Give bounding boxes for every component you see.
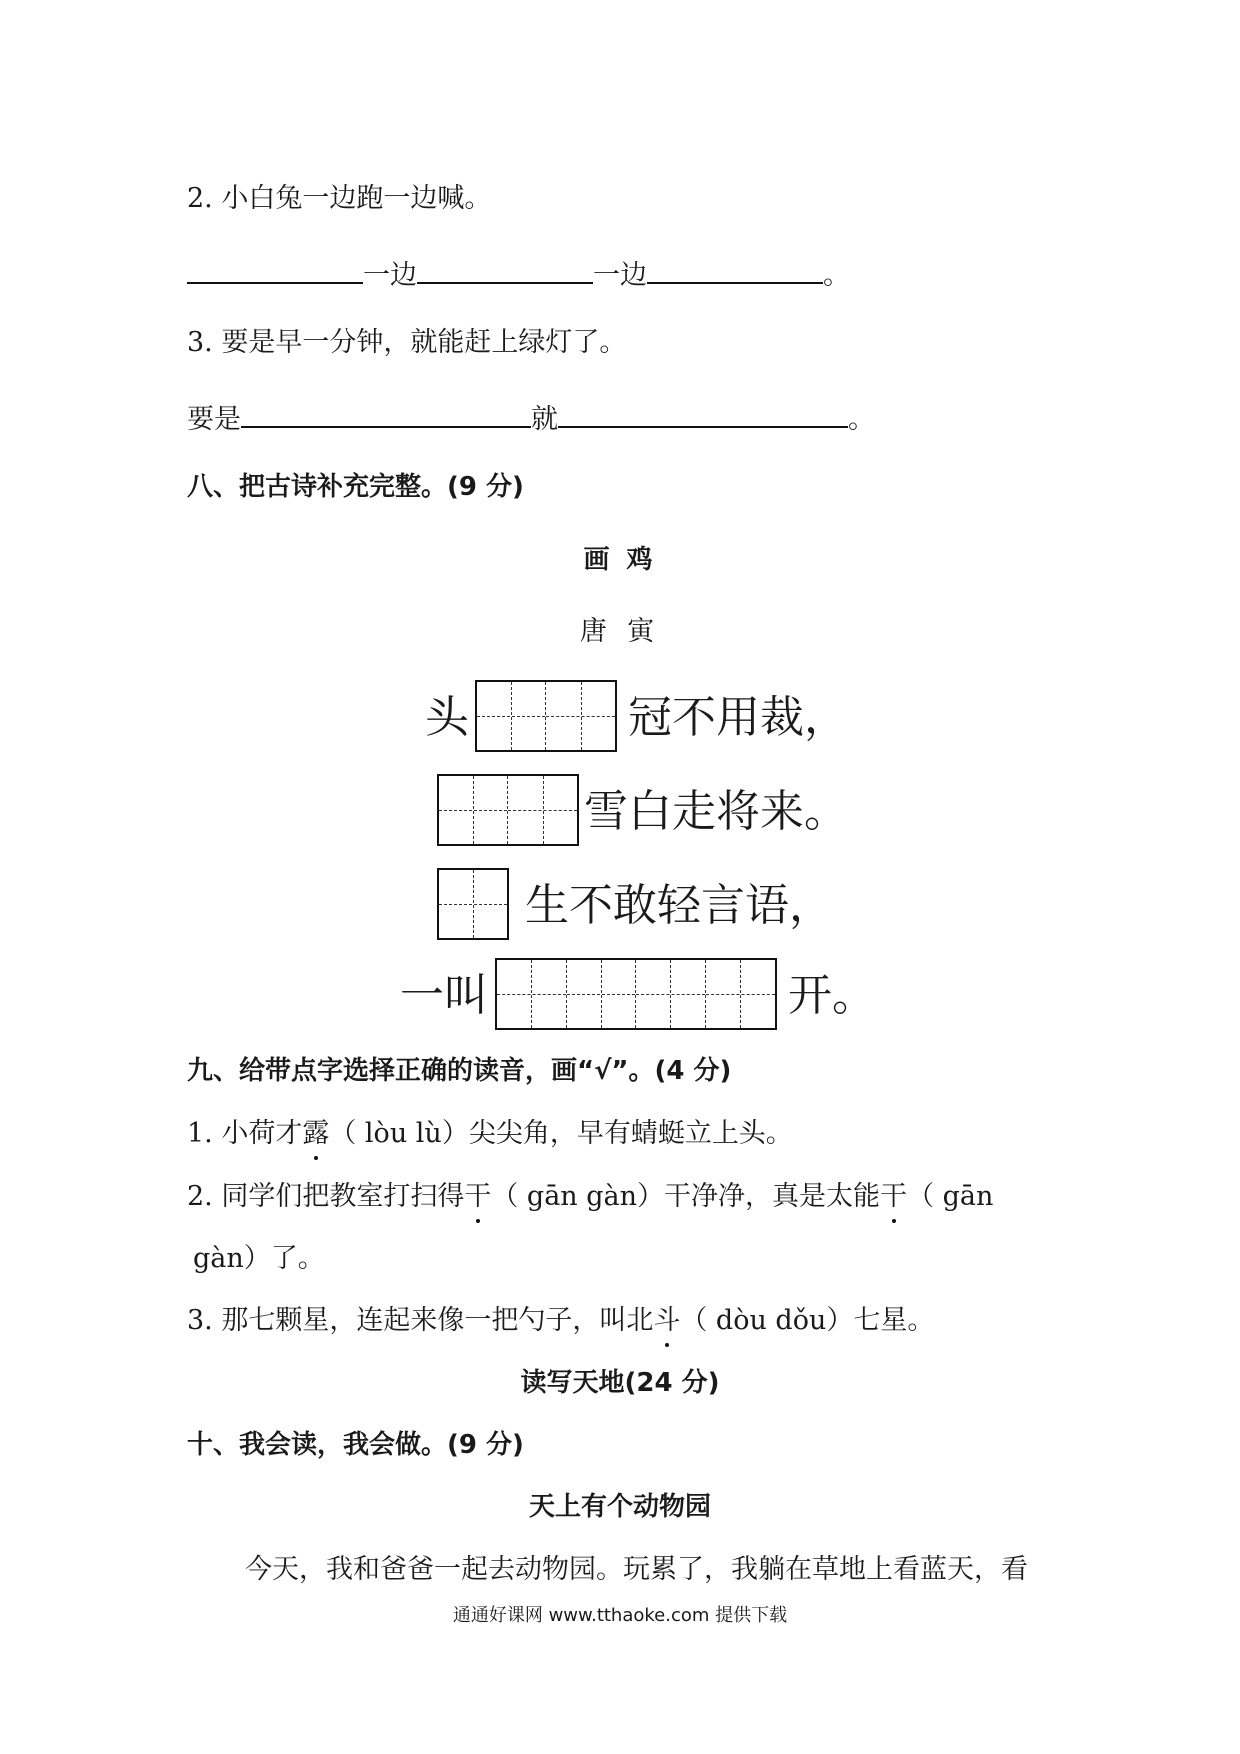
section-8-heading: 八、把古诗补充完整。(9 分) [187,472,524,502]
answer-grid[interactable] [495,958,777,1030]
blank-field[interactable] [558,398,848,428]
poem-line-1-end: 冠不用裁， [628,692,848,743]
poem-line-4-start: 一叫 [400,970,488,1021]
story-title: 天上有个动物园 [528,1492,711,1522]
question-7-2: 2. 小白兔一边跑一边喊。 [187,183,492,214]
blank-field[interactable] [647,254,823,284]
blank-field[interactable] [187,254,363,284]
dotted-char: 干 [880,1181,908,1212]
answer-grid[interactable] [437,774,579,846]
question-9-1: 1. 小荷才露（ lòu lù）尖尖角，早有蜻蜓立上头。 [187,1118,793,1149]
poem-line-4-end: 开。 [788,970,876,1021]
question-7-3: 3. 要是早一分钟，就能赶上绿灯了。 [187,327,627,358]
blank-field[interactable] [241,398,531,428]
question-9-2: 2. 同学们把教室打扫得干（ gān gàn）干净净，真是太能干（ gān [187,1181,994,1212]
question-9-2-cont: gàn）了。 [193,1243,325,1274]
answer-grid[interactable] [475,680,617,752]
dotted-char: 斗 [653,1305,681,1336]
section-9-heading: 九、给带点字选择正确的读音，画“√”。(4 分) [187,1056,732,1086]
blank-field[interactable] [417,254,593,284]
answer-line-7-2: 一边 一边 。 [187,254,850,293]
answer-grid[interactable] [437,868,509,940]
poem-title: 画 鸡 [583,545,657,575]
poem-line-2-end: 雪白走将来。 [584,786,848,837]
dotted-char: 露 [302,1118,330,1149]
section-10-heading: 十、我会读，我会做。(9 分) [187,1430,524,1460]
question-9-3: 3. 那七颗星，连起来像一把勺子，叫北斗（ dòu dǒu）七星。 [187,1305,935,1336]
poem-line-3-end: 生不敢轻言语， [525,880,833,931]
poem-line-1-start: 头 [425,692,469,743]
story-paragraph: 今天，我和爸爸一起去动物园。玩累了，我躺在草地上看蓝天，看 [245,1554,1028,1585]
dotted-char: 干 [464,1181,492,1212]
reading-heading: 读写天地(24 分) [520,1368,720,1398]
footer-credit: 通通好课网 www.tthaoke.com 提供下载 [452,1605,788,1626]
answer-line-7-3: 要是 就 。 [187,398,875,437]
poem-author: 唐 寅 [579,616,661,647]
